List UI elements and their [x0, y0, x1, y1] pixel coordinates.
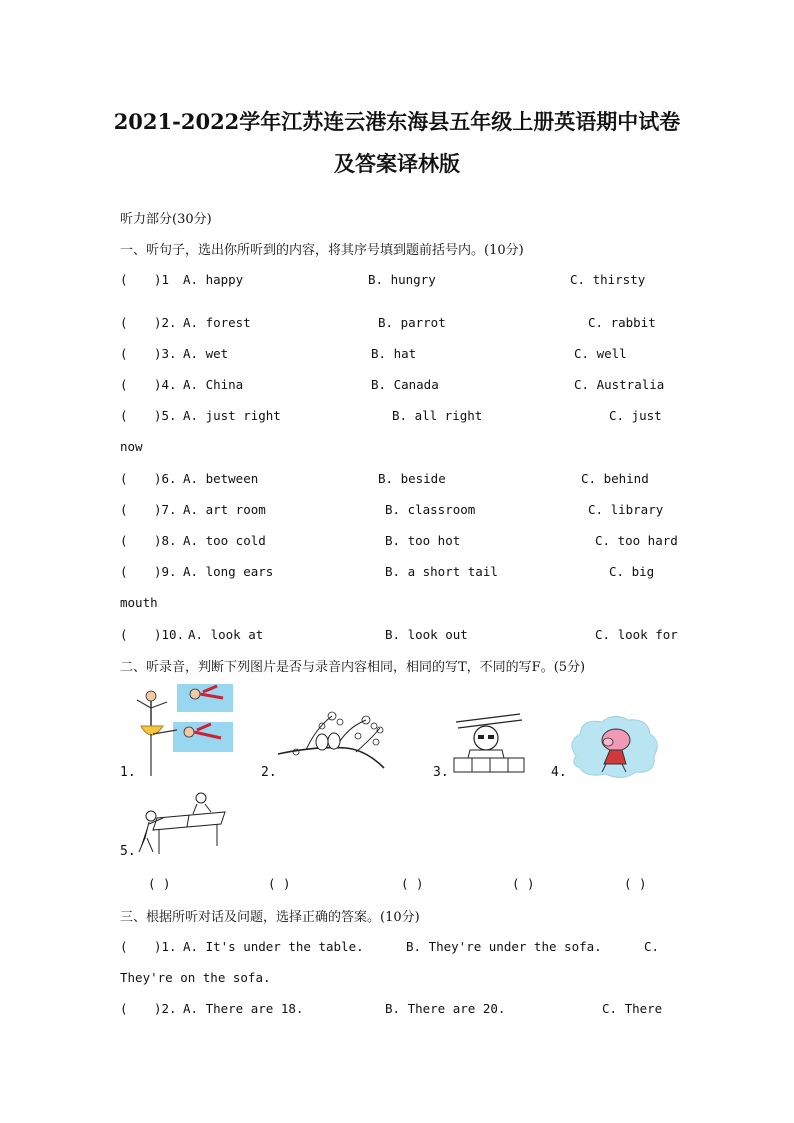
- answer-blank-open-paren[interactable]: (: [120, 272, 128, 287]
- option-b: B. all right: [392, 408, 483, 423]
- section3-heading: 三、根据所听对话及问题，选择正确的答案。(10分): [120, 910, 420, 925]
- option-c: C. well: [574, 346, 627, 361]
- question-number: )6.: [154, 471, 177, 486]
- option-a: A. too cold: [183, 533, 266, 548]
- option-b: B. hungry: [368, 272, 436, 287]
- answer-blank-paren[interactable]: ( ): [624, 876, 647, 891]
- option-c: C. look for: [595, 627, 678, 642]
- question-number: )5.: [154, 408, 177, 423]
- option-c: C. behind: [581, 471, 649, 486]
- pig-skating-picture: [566, 712, 660, 782]
- option-c-continued: mouth: [120, 595, 158, 610]
- answer-blank-open-paren[interactable]: (: [120, 346, 128, 361]
- option-b: B. a short tail: [385, 564, 498, 579]
- answer-blank-paren[interactable]: ( ): [401, 876, 424, 891]
- answer-blank-open-paren[interactable]: (: [120, 1001, 128, 1016]
- option-a: A. look at: [188, 627, 264, 642]
- boy-reading-sign-picture: [450, 706, 530, 776]
- question-number: )2.: [154, 1001, 177, 1016]
- option-c: C. too hard: [595, 533, 678, 548]
- answer-blank-open-paren[interactable]: (: [120, 627, 128, 642]
- option-b: B. look out: [385, 627, 468, 642]
- option-a: A. between: [183, 471, 259, 486]
- option-a: A. art room: [183, 502, 266, 517]
- option-b: B. hat: [371, 346, 417, 361]
- question-number: )1.: [154, 939, 177, 954]
- option-b: B. classroom: [385, 502, 476, 517]
- dance-swim-picture: [133, 680, 237, 780]
- option-a: A. It's under the table.: [183, 939, 364, 954]
- option-c: C. big: [609, 564, 655, 579]
- picture-label-1: 1.: [120, 765, 136, 780]
- option-a: A. There are 18.: [183, 1001, 304, 1016]
- document-title-line1: 2021-2022学年江苏连云港东海县五年级上册英语期中试卷: [113, 109, 681, 134]
- answer-blank-open-paren[interactable]: (: [120, 564, 128, 579]
- question-number: )8.: [154, 533, 177, 548]
- option-c-continued: They're on the sofa.: [120, 970, 271, 985]
- option-a: A. wet: [183, 346, 229, 361]
- option-c: C. thirsty: [570, 272, 646, 287]
- option-c: C. rabbit: [588, 315, 656, 330]
- option-a: A. happy: [183, 272, 244, 287]
- question-number: )7.: [154, 502, 177, 517]
- table-tennis-picture: [137, 788, 227, 858]
- picture-label-2: 2.: [261, 765, 277, 780]
- option-a: A. long ears: [183, 564, 274, 579]
- option-b: B. Canada: [371, 377, 439, 392]
- option-a: A. China: [183, 377, 244, 392]
- question-number: )2.: [154, 315, 177, 330]
- answer-blank-paren[interactable]: ( ): [512, 876, 535, 891]
- answer-blank-paren[interactable]: ( ): [148, 876, 171, 891]
- option-c: C. There: [602, 1001, 663, 1016]
- answer-blank-open-paren[interactable]: (: [120, 315, 128, 330]
- option-c-continued: now: [120, 439, 143, 454]
- question-number: )10.: [154, 627, 185, 642]
- document-title-line2: 及答案译林版: [334, 151, 460, 176]
- option-b: B. They're under the sofa.: [406, 939, 602, 954]
- option-c: C. library: [588, 502, 664, 517]
- question-number: )1: [154, 272, 170, 287]
- question-number: )4.: [154, 377, 177, 392]
- section1-heading: 一、听句子，选出你所听到的内容，将其序号填到题前括号内。(10分): [120, 243, 524, 258]
- option-b: B. too hot: [385, 533, 461, 548]
- answer-blank-open-paren[interactable]: (: [120, 408, 128, 423]
- option-a: A. just right: [183, 408, 281, 423]
- option-b: B. beside: [378, 471, 446, 486]
- picture-label-3: 3.: [433, 765, 449, 780]
- answer-blank-open-paren[interactable]: (: [120, 502, 128, 517]
- option-c: C.: [644, 939, 660, 954]
- option-b: B. There are 20.: [385, 1001, 506, 1016]
- answer-blank-open-paren[interactable]: (: [120, 471, 128, 486]
- answer-blank-open-paren[interactable]: (: [120, 939, 128, 954]
- birds-on-branch-picture: [276, 708, 388, 780]
- question-number: )9.: [154, 564, 177, 579]
- option-b: B. parrot: [378, 315, 446, 330]
- option-c: C. Australia: [574, 377, 665, 392]
- listening-header: 听力部分(30分): [120, 212, 212, 227]
- question-number: )3.: [154, 346, 177, 361]
- option-a: A. forest: [183, 315, 251, 330]
- answer-blank-open-paren[interactable]: (: [120, 377, 128, 392]
- picture-label-5: 5.: [120, 844, 136, 859]
- answer-blank-paren[interactable]: ( ): [268, 876, 291, 891]
- option-c: C. just: [609, 408, 662, 423]
- section2-heading: 二、听录音，判断下列图片是否与录音内容相同，相同的写T，不同的写F。(5分): [120, 660, 586, 675]
- picture-label-4: 4.: [551, 765, 567, 780]
- answer-blank-open-paren[interactable]: (: [120, 533, 128, 548]
